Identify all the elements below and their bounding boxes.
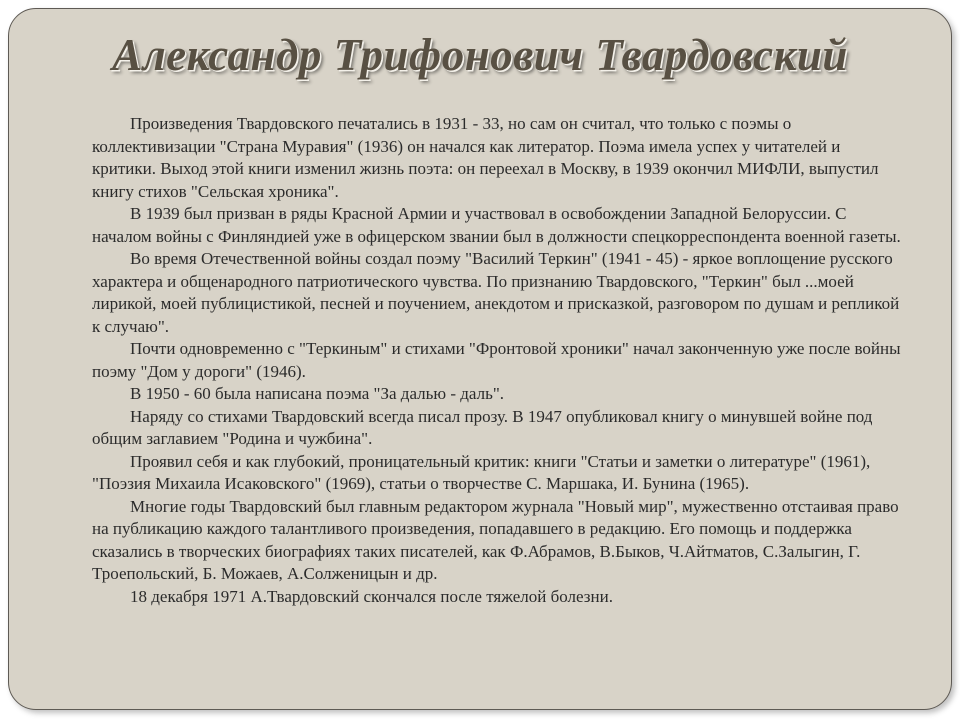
paragraph-prose: Наряду со стихами Твардовский всегда писал прозу. В 1947 опубликовал книгу о минувшей войне под общим заглавием "Родина и чужбина". [92,406,873,448]
paragraph-army-service: В 1939 был призван в ряды Красной Армии и участвовал в освобождении Западной Белоруссии. С началом войны с Финляндией уже в офицерском звании был в должности спецкорреспондента военной газеты. [92,204,901,246]
slide-body [92,113,904,608]
paragraph-early-works: Произведения Твардовского печатались в 1931 - 33, но сам он считал, что только с поэмы о коллективизации "Страна Муравия" (1936) он начался как литератор. Поэма имела успех у читателей и критики. Выход этой книги изменил жизнь поэта: он переехал в Москву, в 1939 окончил МИФЛИ, выпустил книгу стихов "Сельская хроника". [92,114,879,201]
paragraph-za-dalyu-dal: В 1950 - 60 была написана поэма "За далью - даль". [130,384,505,403]
paragraph-death: 18 декабря 1971 А.Твардовский скончался после тяжелой болезни. [130,586,613,606]
paragraph-novy-mir: Многие годы Твардовский был главным редактором журнала "Новый мир", мужественно отстаивая право на публикацию каждого талантливого произведения, попадавшего в редакцию. Его помощь и поддержка сказались в творческих биографиях таких писателей, как Ф.Абрамов, В.Быков, Ч.Айтматов, С.Залыгин, Г. Троепольский, Б. Можаев, А.Солженицын и др. [92,496,899,583]
paragraph-vasily-terkin: Во время Отечественной войны создал поэму "Василий Теркин" (1941 - 45) - яркое воплощение русского характера и общенародного патриотического чувства. По признанию Твардовского, "Теркин" был ...моей лирикой, моей публицистикой, песней и поучением, анекдотом и присказкой, разговором по душам и репликой к случаю". [92,249,900,336]
paragraph-critic: Проявил себя и как глубокий, проницательный критик: книги "Статьи и заметки о литературе" (1961), "Поэзия Михаила Исаковского" (1969), статьи о творчестве С. Маршака, И. Бунина (1965). [92,451,871,493]
slide-panel [8,8,952,710]
slide-title: Александр Трифонович Твардовский [112,30,848,80]
paragraph-dom-u-dorogi: Почти одновременно с "Теркиным" и стихами "Фронтовой хроники" начал законченную уже после войны поэму "Дом у дороги" (1946). [92,339,901,381]
